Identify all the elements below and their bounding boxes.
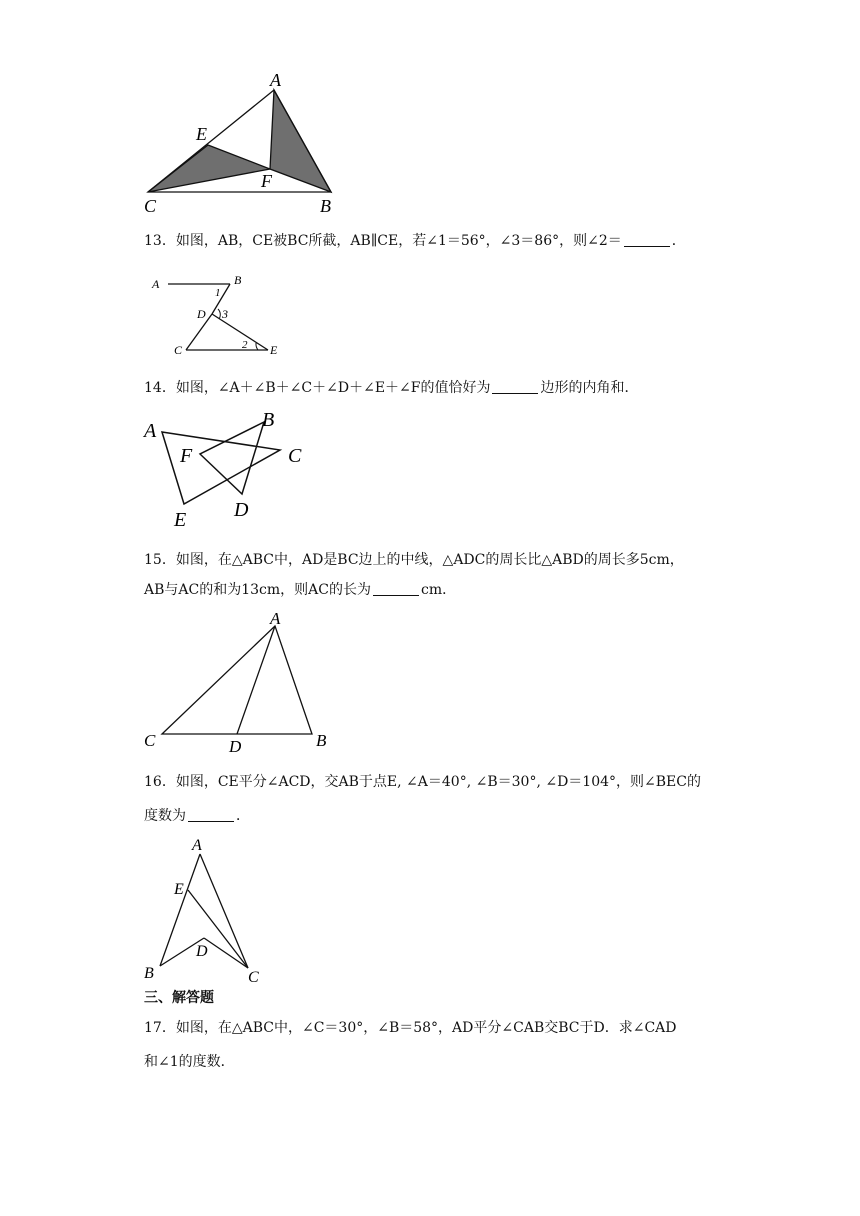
label-f: F [180,445,193,467]
label-d: D [196,943,208,960]
label-a: A [192,837,202,854]
label-b: B [144,965,154,982]
label-c: C [288,445,302,467]
question-16-line-1 [144,772,701,792]
median-ad [237,626,275,734]
figure-q12 [138,68,348,218]
label-3: 3 [222,307,228,321]
label-2: 2 [242,339,248,351]
question-14 [144,378,638,398]
q14-answer-blank[interactable] [492,379,538,394]
figure-q13 [148,270,298,362]
q13-number: 13． [144,233,176,249]
q17-line1: 如图，在△ABC中，∠C＝30°，∠B＝58°，AD平分∠CAB交BC于D．求∠CAD [175,1020,677,1036]
q14-after-blank: 边形的内角和． [540,380,639,396]
q16-number: 16． [144,774,176,790]
q16-line1: 如图，CE平分∠ACD，交AB于点E, ∠A＝40°, ∠B＝30°, ∠D＝104°，则∠BEC的 [175,774,701,790]
question-15-line-1 [144,550,684,570]
question-17-line-2 [144,1052,235,1072]
label-e: E [270,343,278,357]
q16-answer-blank[interactable] [188,807,234,822]
segment-de [212,314,268,350]
label-c: C [248,969,259,986]
q16-line2: 度数为 [144,808,186,824]
segment-ab [160,854,200,966]
question-16-line-2 [144,806,250,826]
label-e: E [196,124,207,144]
label-c: C [144,731,156,750]
question-13 [144,231,686,251]
triangle-bfd [200,422,264,494]
label-d: D [197,307,206,321]
question-15-line-2 [144,580,456,600]
label-b: B [316,731,327,750]
q14-number: 14． [144,380,176,396]
figure-q14 [140,408,340,532]
label-e: E [174,509,187,531]
q17-number: 17． [144,1020,176,1036]
q14-text: 如图，∠A＋∠B＋∠C＋∠D＋∠E＋∠F的值恰好为 [175,380,491,396]
label-a: A [270,609,281,628]
shaded-triangle-cef [148,145,270,192]
label-c: C [174,343,183,357]
label-d: D [234,499,249,521]
q15-line1: 如图，在△ABC中，AD是BC边上的中线，△ADC的周长比△ABD的周长多5cm， [175,552,684,568]
label-d: D [229,737,242,756]
q13-text: 如图，AB，CE被BC所截，AB∥CE，若∠1＝56°，∠3＝86°，则∠2＝ [175,233,622,249]
label-a: A [152,277,160,291]
label-a: A [144,420,157,442]
figure-q15 [140,608,340,758]
q15-answer-blank[interactable] [373,581,419,596]
question-17-line-1 [144,1018,677,1038]
q16-end: ． [236,808,250,824]
label-b: B [262,409,275,431]
label-a: A [270,70,281,90]
label-f: F [261,171,272,191]
q17-line2: 和∠1的度数． [144,1054,235,1070]
triangle-abc [162,626,312,734]
label-1: 1 [215,287,221,299]
label-e: E [174,881,184,898]
q15-after-blank: cm． [420,582,457,598]
q15-line2: AB与AC的和为13cm，则AC的长为 [144,582,371,598]
label-b: B [234,273,242,287]
q13-end: ． [671,233,686,249]
section-heading: 三、解答题 [144,990,214,1006]
label-b: B [320,196,331,216]
q15-number: 15． [144,552,176,568]
figure-q16 [140,834,270,986]
q13-answer-blank[interactable] [624,232,670,247]
label-c: C [144,196,157,216]
